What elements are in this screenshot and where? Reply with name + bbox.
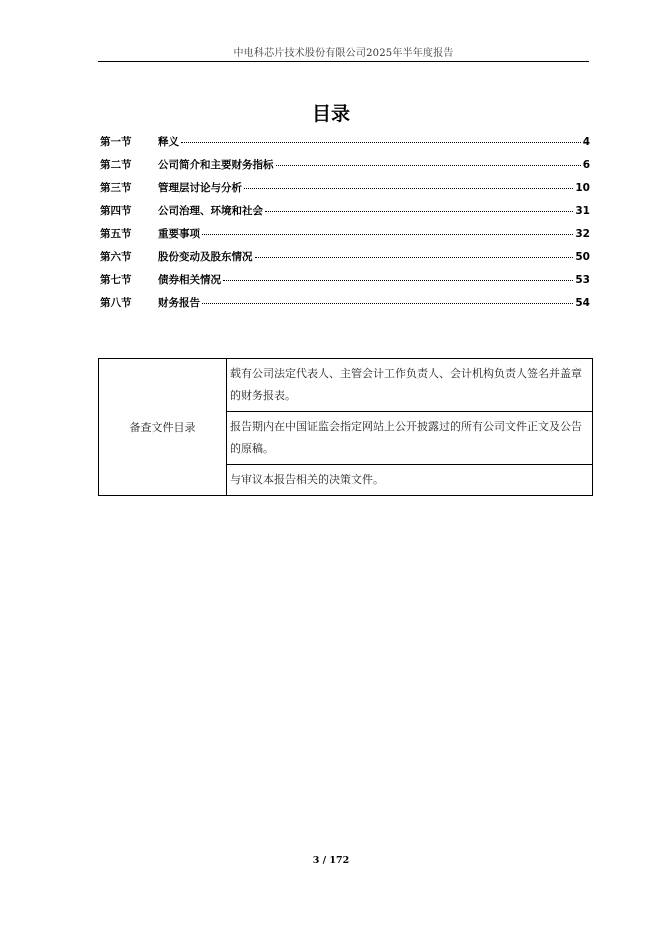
table-of-contents — [100, 134, 590, 318]
toc-entry[interactable] — [100, 157, 590, 180]
reference-item: 与审议本报告相关的决策文件。 — [227, 465, 593, 496]
table-row — [99, 359, 593, 412]
toc-page: 54 — [575, 297, 590, 309]
toc-leader — [223, 280, 573, 281]
toc-title: 公司治理、环境和社会 — [158, 205, 263, 217]
toc-section: 第七节 — [100, 274, 132, 286]
toc-leader — [202, 303, 573, 304]
toc-entry[interactable] — [100, 249, 590, 272]
page-title: 目录 — [311, 103, 350, 125]
toc-title: 债券相关情况 — [158, 274, 221, 286]
header-divider — [98, 61, 589, 62]
toc-section: 第六节 — [100, 251, 132, 263]
toc-title: 释义 — [158, 136, 179, 148]
toc-section: 第八节 — [100, 297, 132, 309]
page-number: 3 / 172 — [312, 855, 350, 866]
toc-title: 公司简介和主要财务指标 — [158, 159, 274, 171]
toc-section: 第三节 — [100, 182, 132, 194]
toc-section: 第二节 — [100, 159, 132, 171]
toc-page: 32 — [575, 228, 590, 240]
toc-entry[interactable] — [100, 272, 590, 295]
toc-section: 第五节 — [100, 228, 132, 240]
toc-section: 第一节 — [100, 136, 132, 148]
toc-page: 10 — [575, 182, 590, 194]
toc-entry[interactable] — [100, 226, 590, 249]
page-header: 中电科芯片技术股份有限公司2025年半年度报告 — [233, 48, 454, 59]
toc-title: 管理层讨论与分析 — [158, 182, 242, 194]
toc-title: 重要事项 — [158, 228, 200, 240]
toc-page: 50 — [575, 251, 590, 263]
toc-page: 53 — [575, 274, 590, 286]
toc-leader — [202, 234, 573, 235]
toc-leader — [255, 257, 574, 258]
reference-label: 备查文件目录 — [99, 359, 227, 496]
toc-entry[interactable] — [100, 295, 590, 318]
toc-page: 4 — [582, 136, 590, 148]
toc-leader — [265, 211, 573, 212]
toc-page: 31 — [575, 205, 590, 217]
toc-section: 第四节 — [100, 205, 132, 217]
toc-leader — [276, 165, 581, 166]
toc-entry[interactable] — [100, 180, 590, 203]
reference-item: 载有公司法定代表人、主管会计工作负责人、会计机构负责人签名并盖章的财务报表。 — [227, 359, 593, 412]
toc-title: 财务报告 — [158, 297, 200, 309]
toc-entry[interactable] — [100, 203, 590, 226]
toc-page: 6 — [582, 159, 590, 171]
toc-leader — [181, 142, 581, 143]
toc-leader — [244, 188, 573, 189]
toc-title: 股份变动及股东情况 — [158, 251, 253, 263]
reference-documents-table — [98, 358, 593, 496]
reference-item: 报告期内在中国证监会指定网站上公开披露过的所有公司文件正文及公告的原稿。 — [227, 412, 593, 465]
toc-entry[interactable] — [100, 134, 590, 157]
